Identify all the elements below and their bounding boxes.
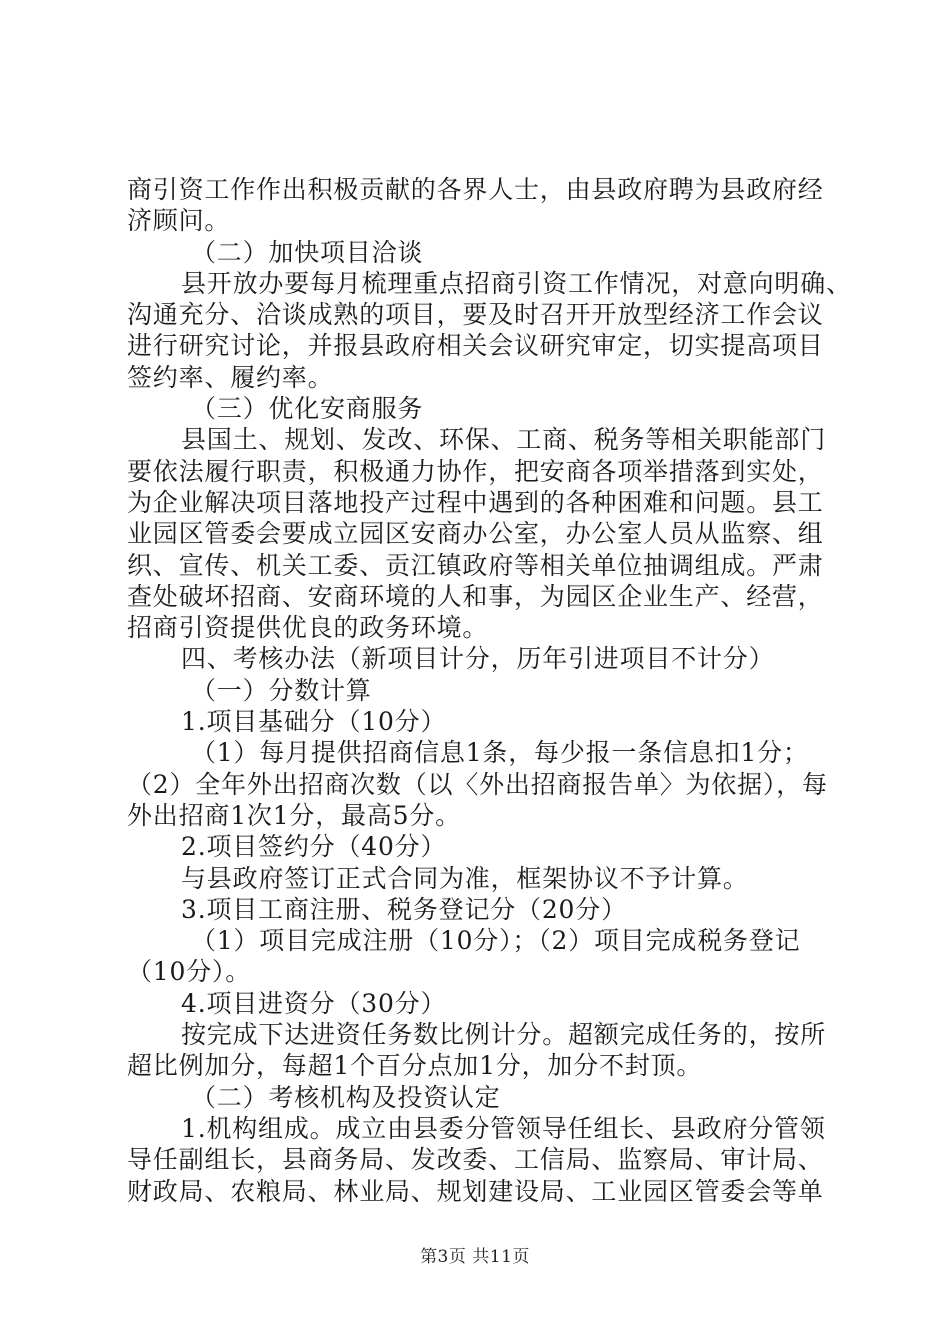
document-body — [127, 174, 852, 1207]
text-line: 导任副组长，县商务局、发改委、工信局、监察局、审计局、 — [127, 1145, 824, 1175]
text-line: （一）分数计算 — [191, 675, 372, 705]
text-line: 按完成下达进资任务数比例计分。超额完成任务的，按所 — [181, 1020, 827, 1050]
text-line: （2）全年外出招商次数（以〈外出招商报告单〉为依据），每 — [127, 769, 828, 799]
text-line: 进行研究讨论，并报县政府相关会议研究审定，切实提高项目 — [127, 331, 824, 361]
text-line: 超比例加分，每超1个百分点加1分，加分不封顶。 — [127, 1051, 703, 1081]
text-line: 查处破坏招商、安商环境的人和事，为园区企业生产、经营， — [127, 581, 824, 611]
text-line: （1）项目完成注册（10分）；（2）项目完成税务登记 — [191, 926, 801, 956]
text-line: 四、考核办法（新项目计分，历年引进项目不计分） — [181, 644, 775, 674]
text-line: 1.机构组成。成立由县委分管领导任组长、县政府分管领 — [181, 1113, 826, 1143]
text-line: 商引资工作作出积极贡献的各界人士，由县政府聘为县政府经 — [127, 175, 824, 204]
text-line: 县国土、规划、发改、环保、工商、税务等相关职能部门 — [181, 425, 827, 455]
text-line: （二）加快项目洽谈 — [191, 237, 424, 267]
text-line: 签约率、履约率。 — [127, 362, 334, 392]
text-line: （二）考核机构及投资认定 — [191, 1082, 501, 1112]
text-line: 招商引资提供优良的政务环境。 — [127, 613, 489, 643]
text-line: 外出招商1次1分，最高5分。 — [127, 800, 461, 830]
text-line: 要依法履行职责，积极通力协作，把安商各项举措落到实处， — [127, 456, 824, 486]
page-footer: 第3页 共11页 — [420, 1247, 530, 1267]
text-line: 3.项目工商注册、税务登记分（20分） — [181, 894, 627, 924]
text-line: 4.项目进资分（30分） — [181, 988, 447, 1018]
text-line: （1）每月提供招商信息1条，每少报一条信息扣1分； — [191, 738, 809, 768]
text-line: 济顾问。 — [127, 206, 231, 236]
text-line: 2.项目签约分（40分） — [181, 832, 447, 862]
text-line: （10分）。 — [127, 957, 252, 987]
text-line: 县开放办要每月梳理重点招商引资工作情况，对意向明确、 — [181, 268, 852, 298]
text-line: 织、宣传、机关工委、贡江镇政府等相关单位抽调组成。严肃 — [127, 550, 824, 580]
text-line: 沟通充分、洽谈成熟的项目，要及时召开开放型经济工作会议 — [127, 300, 824, 330]
text-line: 业园区管委会要成立园区安商办公室，办公室人员从监察、组 — [127, 519, 824, 549]
text-line: 为企业解决项目落地投产过程中遇到的各种困难和问题。县工 — [127, 487, 824, 517]
text-line: （三）优化安商服务 — [191, 394, 424, 424]
text-line: 财政局、农粮局、林业局、规划建设局、工业园区管委会等单 — [127, 1176, 824, 1206]
text-line: 与县政府签订正式合同为准，框架协议不予计算。 — [181, 863, 749, 893]
text-line: 1.项目基础分（10分） — [181, 707, 447, 737]
